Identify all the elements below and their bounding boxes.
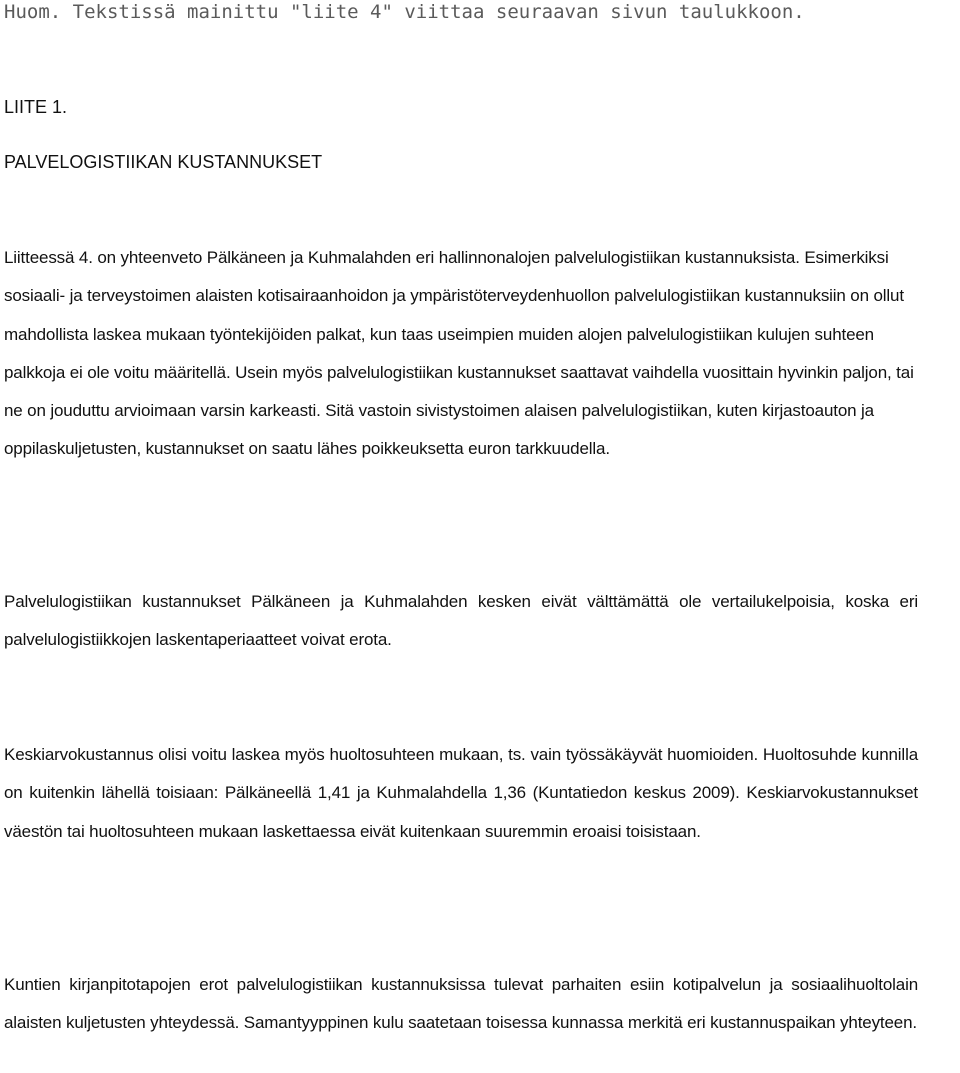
paragraph-overview: Liitteessä 4. on yhteenveto Pälkäneen ja Kuhmalahden eri hallinnonalojen palvelulogistiikan kustannuksista. Esimerkiksi sosiaali- ja terveystoimen alaisten kotisairaanhoidon ja ympäristöterveydenhuollon palvelulogistiikan kustannuksiin on ollut mahdollista laskea mukaan työntekijöiden palkat, kun taas useimpien muiden alojen palvelulogistiikan kulujen suhteen palkkoja ei ole voitu määritellä. Usein myös palvelulogistiikan kustannukset saattavat vaihdella vuosittain hyvinkin paljon, tai ne on jouduttu arvioimaan varsin karkeasti. Sitä vastoin sivistystoimen alaisen palvelulogistiikan, kuten kirjastoauton ja oppilaskuljetusten, kustannukset on saatu lähes poikkeuksetta euron tarkkuudella. bbox=[4, 248, 914, 459]
paragraph-comparability: Palvelulogistiikan kustannukset Pälkäneen ja Kuhmalahden kesken eivät välttämättä ole vertailukelpoisia, koska eri palvelulogistiikkojen laskentaperiaatteet voivat erota. bbox=[4, 592, 918, 650]
appendix-label: LIITE 1. bbox=[4, 97, 68, 117]
section-heading: PALVELOGISTIIKAN KUSTANNUKSET bbox=[4, 152, 323, 172]
paragraph-average-cost: Keskiarvokustannus olisi voitu laskea myös huoltosuhteen mukaan, ts. vain työssäkäyvät huomioiden. Huoltosuhde kunnilla on kuitenkin lähellä toisiaan: Pälkäneellä 1,41 ja Kuhmalahdella 1,36 (Kuntatiedon keskus 2009). Keskiarvokustannukset väestön tai huoltosuhteen mukaan laskettaessa eivät kuitenkaan suuremmin eroaisi toisistaan. bbox=[4, 745, 918, 841]
editor-note: Huom. Tekstissä mainittu "liite 4" viittaa seuraavan sivun taulukkoon. bbox=[4, 1, 805, 23]
paragraph-accounting-differences: Kuntien kirjanpitotapojen erot palvelulogistiikan kustannuksissa tulevat parhaiten esiin kotipalvelun ja sosiaalihuoltolain alaisten kuljetusten yhteydessä. Samantyyppinen kulu saatetaan toisessa kunnassa merkitä eri kustannuspaikan yhteyteen. bbox=[4, 975, 918, 1033]
